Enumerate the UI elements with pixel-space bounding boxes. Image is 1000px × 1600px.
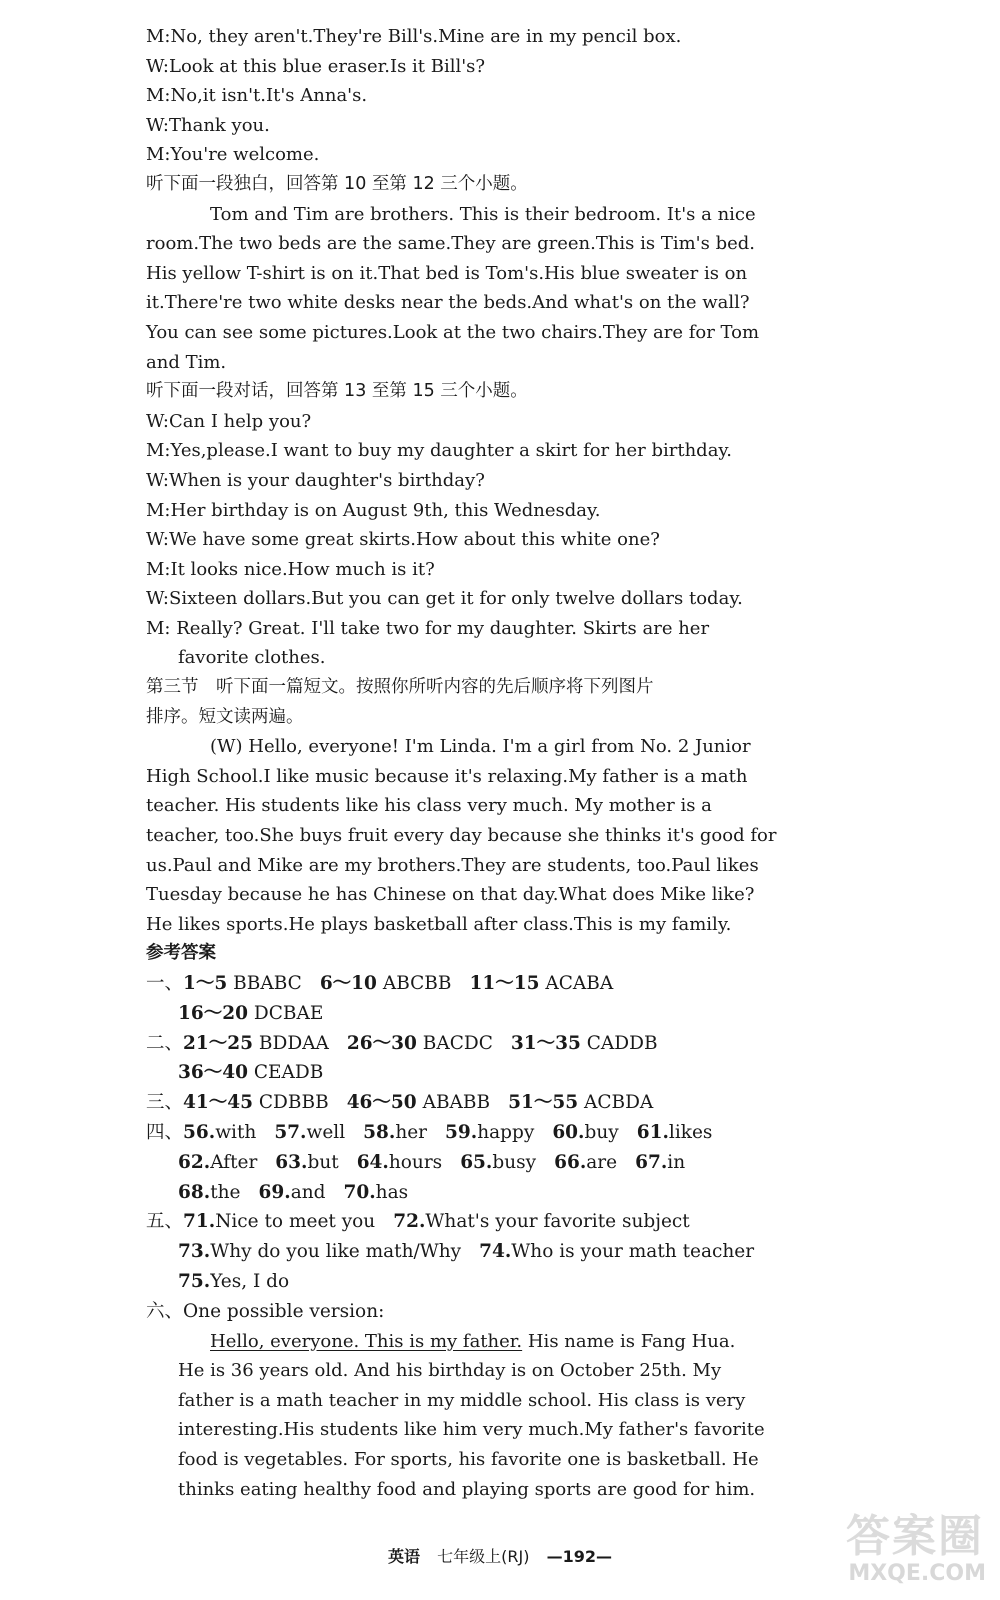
answer-value: BDDAA <box>258 1032 329 1054</box>
writing-underlined: Hello, everyone. This is my father. <box>210 1330 523 1352</box>
monologue-heading: 听下面一段独白，回答第 10 至第 12 三个小题。 <box>146 173 528 194</box>
question-number: 56. <box>183 1121 216 1143</box>
answer-value: hours <box>388 1151 443 1173</box>
writing-line: He is 36 years old. And his birthday is on October 25th. My <box>178 1360 722 1382</box>
answer-value: happy <box>477 1121 535 1143</box>
answer-row <box>146 969 786 999</box>
footer-subject: 英语 <box>388 1547 421 1566</box>
question-number: 71. <box>183 1211 216 1233</box>
dialogue-line: W:We have some great skirts.How about this white one? <box>146 529 660 551</box>
question-number: 75. <box>178 1270 211 1292</box>
question-number: 21～25 <box>183 1032 254 1054</box>
answer-value: Nice to meet you <box>215 1211 376 1233</box>
dialogue-line: favorite clothes. <box>178 647 326 669</box>
section-prefix: 四、 <box>146 1121 184 1143</box>
question-number: 63. <box>275 1151 308 1173</box>
dialogue-line: W:Look at this blue eraser.Is it Bill's? <box>146 55 486 77</box>
passage-line: He likes sports.He plays basketball after class.This is my family. <box>146 913 732 935</box>
listening-passage <box>146 732 786 939</box>
dialogue-2 <box>146 407 786 673</box>
section-3-line: 排序。短文读两遍。 <box>146 706 304 727</box>
writing-line: food is vegetables. For sports, his favorite one is basketball. He <box>178 1448 759 1470</box>
question-number: 51～55 <box>508 1092 579 1114</box>
answer-row <box>146 1148 786 1178</box>
answer-row <box>146 1118 786 1148</box>
answer-value: Why do you like math/Why <box>210 1241 462 1263</box>
answer-value: the <box>210 1181 241 1203</box>
answer-value: in <box>667 1151 686 1173</box>
answer-row <box>146 1178 786 1208</box>
question-number: 72. <box>393 1211 426 1233</box>
question-number: 11～15 <box>469 973 540 994</box>
dialogue-2-heading: 听下面一段对话，回答第 13 至第 15 三个小题。 <box>146 381 528 402</box>
question-number: 61. <box>636 1121 669 1143</box>
monologue-line: You can see some pictures.Look at the two chairs.They are for Tom <box>146 321 760 343</box>
answer-value: likes <box>668 1121 713 1143</box>
answer-key-page <box>146 22 786 1504</box>
question-number: 46～50 <box>346 1092 417 1114</box>
answer-value: CDBBB <box>258 1092 329 1114</box>
answer-value: her <box>395 1121 428 1143</box>
passage-line: us.Paul and Mike are my brothers.They are students, too.Paul likes <box>146 854 759 876</box>
answer-value: Yes, I do <box>210 1270 290 1292</box>
monologue-line: and Tim. <box>146 351 227 373</box>
question-number: 36～40 <box>178 1062 248 1084</box>
question-number: 41～45 <box>183 1092 254 1114</box>
question-number: 26～30 <box>346 1032 417 1054</box>
section-prefix: 五、 <box>146 1211 184 1233</box>
answer-value: are <box>586 1151 618 1173</box>
writing-line: thinks eating healthy food and playing sports are good for him. <box>178 1478 756 1500</box>
question-number: 73. <box>178 1241 211 1263</box>
answer-row <box>146 1088 786 1118</box>
section-3-heading <box>146 673 786 732</box>
answer-row <box>146 999 786 1029</box>
dialogue-line: M:Her birthday is on August 9th, this Wednesday. <box>146 499 601 521</box>
dialogue-line: M:You're welcome. <box>146 144 320 166</box>
answer-value: ABABB <box>422 1092 491 1114</box>
section-prefix: 六、 <box>146 1300 184 1322</box>
answer-value: After <box>210 1151 258 1173</box>
dialogue-line: M:No,it isn't.It's Anna's. <box>146 85 368 107</box>
question-number: 68. <box>178 1181 211 1203</box>
passage-line: teacher, too.She buys fruit every day because she thinks it's good for <box>146 825 777 847</box>
question-number: 64. <box>356 1151 389 1173</box>
sample-writing <box>146 1327 786 1505</box>
question-number: 6～10 <box>319 973 377 994</box>
answer-value: ACABA <box>545 973 614 994</box>
question-number: 62. <box>178 1151 211 1173</box>
question-number: 57. <box>274 1121 307 1143</box>
question-number: 69. <box>258 1181 291 1203</box>
answer-value: buy <box>584 1121 619 1143</box>
page-number: —192— <box>546 1547 612 1566</box>
answer-value: busy <box>492 1151 537 1173</box>
dialogue-line: M:No, they aren't.They're Bill's.Mine are in my pencil box. <box>146 26 682 47</box>
section-prefix: 一、 <box>146 973 184 994</box>
watermark-logo-text: 答案圈 <box>846 1511 984 1562</box>
footer-grade: 七年级上(RJ) <box>437 1547 530 1566</box>
answer-value: with <box>215 1121 257 1143</box>
question-number: 60. <box>552 1121 585 1143</box>
question-number: 59. <box>445 1121 478 1143</box>
writing-label: One possible version: <box>183 1300 385 1322</box>
answer-value: but <box>307 1151 339 1173</box>
question-number: 58. <box>363 1121 396 1143</box>
monologue-line: Tom and Tim are brothers. This is their bedroom. It's a nice <box>210 203 756 225</box>
answer-value: Who is your math teacher <box>511 1241 755 1263</box>
dialogue-line: W:Can I help you? <box>146 410 312 432</box>
answer-row <box>146 1058 786 1088</box>
answer-value: ACBDA <box>583 1092 654 1114</box>
dialogue-line: W:When is your daughter's birthday? <box>146 469 485 491</box>
answer-row <box>146 1207 786 1237</box>
monologue <box>146 200 786 378</box>
monologue-line: it.There're two white desks near the beds.And what's on the wall? <box>146 292 750 314</box>
answer-value: CEADB <box>253 1062 324 1084</box>
answer-row <box>146 1267 786 1297</box>
question-number: 67. <box>635 1151 668 1173</box>
dialogue-line: W:Sixteen dollars.But you can get it for only twelve dollars today. <box>146 588 743 610</box>
answer-row <box>146 1237 786 1267</box>
monologue-line: room.The two beds are the same.They are green.This is Tim's bed. <box>146 233 756 255</box>
passage-line: High School.I like music because it's relaxing.My father is a math <box>146 765 748 787</box>
passage-line: Tuesday because he has Chinese on that day.What does Mike like? <box>146 884 755 906</box>
question-number: 65. <box>460 1151 493 1173</box>
writing-line: interesting.His students like him very much.My father's favorite <box>178 1419 765 1441</box>
answer-key <box>146 969 786 1504</box>
writing-line <box>146 1327 786 1357</box>
answer-row <box>146 1029 786 1059</box>
dialogue-line: W:Thank you. <box>146 114 270 136</box>
writing-label-row <box>146 1297 786 1327</box>
question-number: 70. <box>343 1181 376 1203</box>
watermark-logo <box>800 1500 990 1590</box>
dialogue-line: M:It looks nice.How much is it? <box>146 558 435 580</box>
question-number: 1～5 <box>183 973 228 994</box>
answer-value: and <box>290 1181 326 1203</box>
section-prefix: 三、 <box>146 1092 184 1114</box>
answer-value: BBABC <box>233 973 302 994</box>
monologue-line: His yellow T-shirt is on it.That bed is Tom's.His blue sweater is on <box>146 262 748 284</box>
dialogue-1 <box>146 22 786 170</box>
question-number: 16～20 <box>178 1002 248 1024</box>
section-3-line: 第三节 听下面一篇短文。按照你所听内容的先后顺序将下列图片 <box>146 677 654 698</box>
answer-value: DCBAE <box>253 1002 324 1024</box>
answers-title: 参考答案 <box>146 943 216 964</box>
writing-line: father is a math teacher in my middle school. His class is very <box>178 1389 746 1411</box>
question-number: 31～35 <box>510 1032 581 1054</box>
writing-rest: His name is Fang Hua. <box>522 1330 736 1352</box>
question-number: 74. <box>479 1241 512 1263</box>
watermark-url: MXQE.COM <box>848 1561 986 1586</box>
passage-line: (W) Hello, everyone! I'm Linda. I'm a girl from No. 2 Junior <box>210 736 751 758</box>
answer-value: has <box>375 1181 409 1203</box>
answer-value: ABCBB <box>382 973 452 994</box>
answer-value: What's your favorite subject <box>425 1211 690 1233</box>
answer-value: BACDC <box>422 1032 493 1054</box>
answer-value: CADDB <box>586 1032 658 1054</box>
question-number: 66. <box>554 1151 587 1173</box>
dialogue-line: M: Really? Great. I'll take two for my daughter. Skirts are her <box>146 617 710 639</box>
section-prefix: 二、 <box>146 1032 184 1054</box>
dialogue-line: M:Yes,please.I want to buy my daughter a skirt for her birthday. <box>146 440 732 462</box>
answer-value: well <box>306 1121 346 1143</box>
passage-line: teacher. His students like his class very much. My mother is a <box>146 795 712 817</box>
